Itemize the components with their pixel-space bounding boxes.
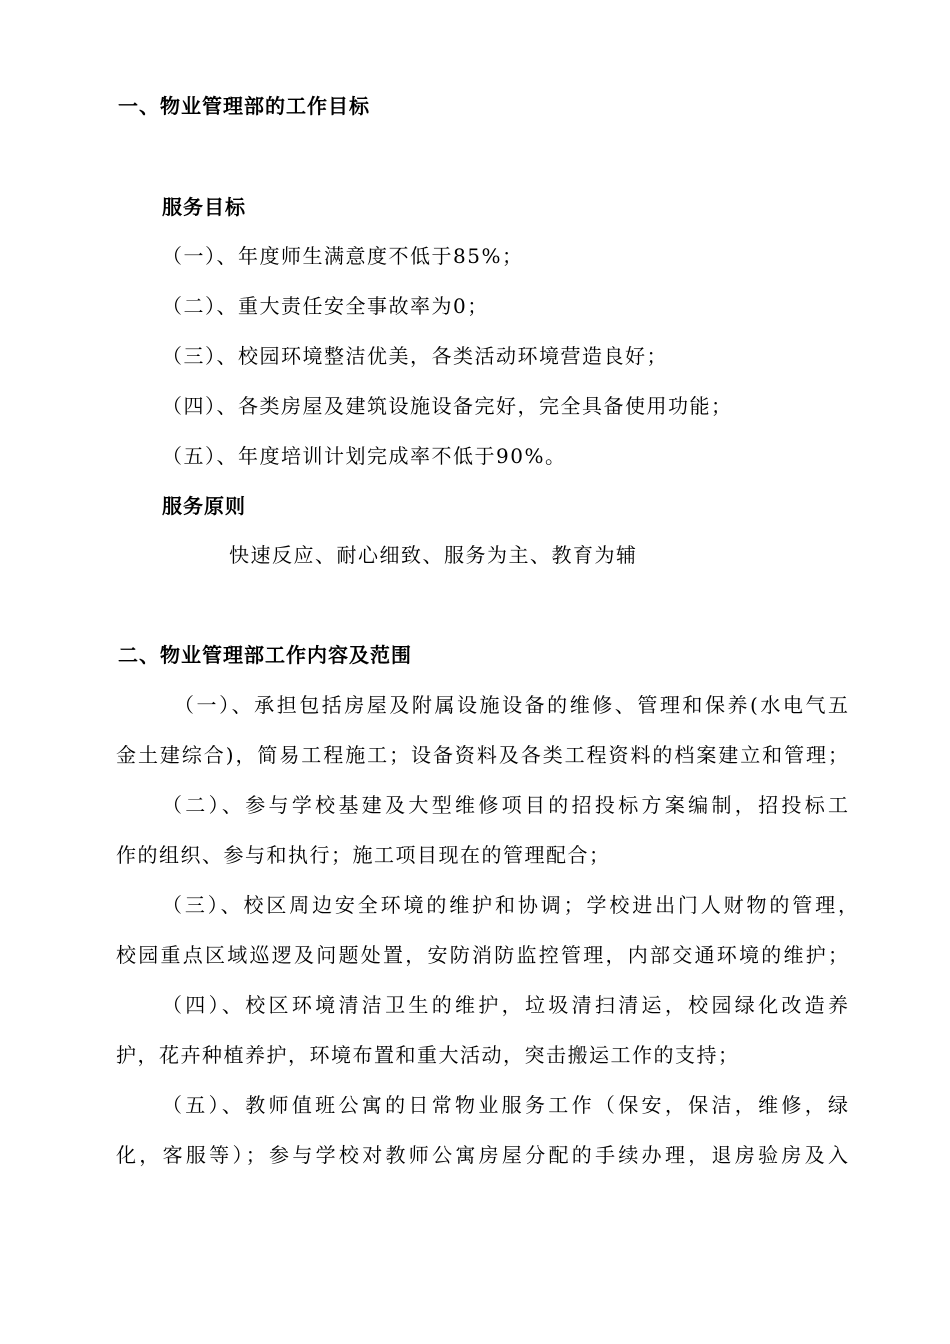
scope-line-8: 护，花卉种植养护，环境布置和重大活动，突击搬运工作的支持； [116,1043,740,1067]
service-principles-text: 快速反应、耐心细致、服务为主、教育为辅 [229,543,638,567]
goal-item-3: （三）、校园环境整洁优美，各类活动环境营造良好； [162,344,668,368]
scope-line-4: 作的组织、参与和执行；施工项目现在的管理配合； [116,843,611,867]
goal-item-2: （二）、重大责任安全事故率为0； [162,294,489,318]
scope-line-2: 金土建综合)，简易工程施工；设备资料及各类工程资料的档案建立和管理； [116,743,848,767]
service-principles-title: 服务原则 [162,494,246,518]
section1-heading: 一、物业管理部的工作目标 [118,94,370,118]
scope-line-5: （三）、校区周边安全环境的维护和协调；学校进出门人财物的管理， [162,893,858,917]
service-goals-title: 服务目标 [162,195,246,219]
scope-line-10: 化，客服等）；参与学校对教师公寓房屋分配的手续办理，退房验房及入 [116,1143,848,1167]
section2-heading: 二、物业管理部工作内容及范围 [118,643,412,667]
scope-line-9: （五）、教师值班公寓的日常物业服务工作（保安，保洁，维修，绿 [162,1093,848,1117]
scope-line-6: 校园重点区域巡逻及问题处置，安防消防监控管理，内部交通环境的维护； [116,943,848,967]
goal-item-5: （五）、年度培训计划完成率不低于90%。 [162,444,567,468]
scope-line-1: （一）、承担包括房屋及附属设施设备的维修、管理和保养(水电气五 [174,693,848,717]
scope-line-7: （四）、校区环境清洁卫生的维护，垃圾清扫清运，校园绿化改造养 [162,993,848,1017]
goal-item-1: （一）、年度师生满意度不低于85%； [162,244,524,268]
goal-item-4: （四）、各类房屋及建筑设施设备完好，完全具备使用功能； [162,394,733,418]
scope-line-3: （二）、参与学校基建及大型维修项目的招投标方案编制，招投标工 [162,793,848,817]
